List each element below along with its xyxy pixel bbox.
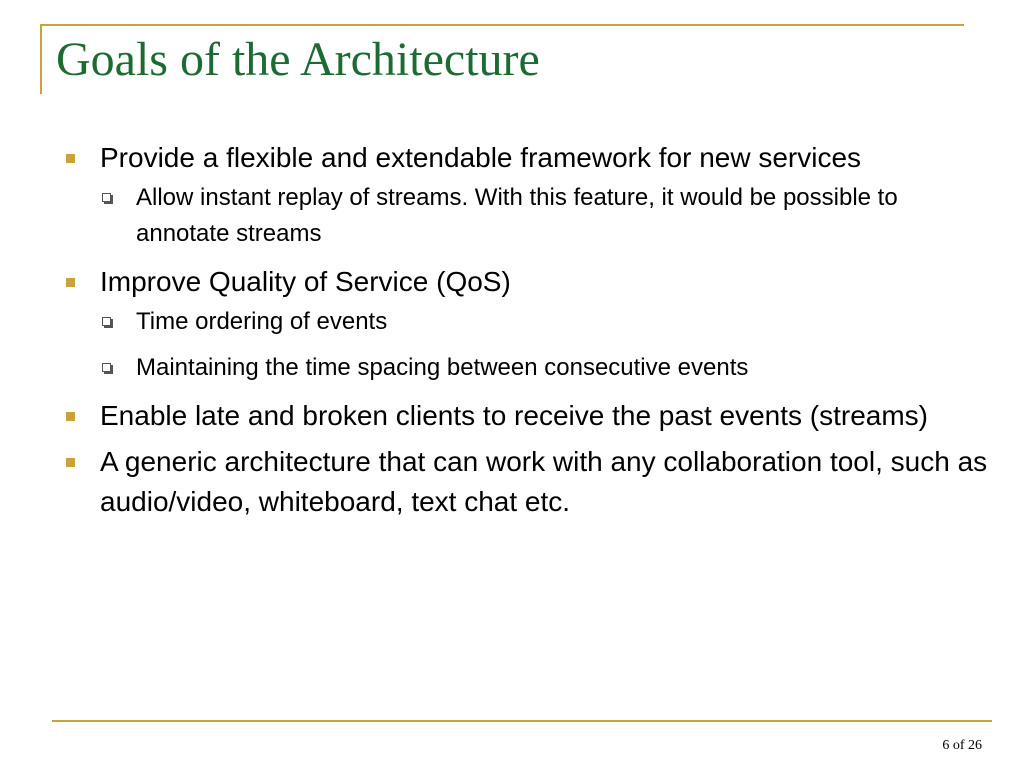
bullet-item (62, 396, 992, 436)
sub-bullet-list (100, 304, 992, 386)
sub-bullet-item (100, 180, 992, 252)
sub-bullet-list (100, 180, 992, 252)
bullet-item (62, 138, 992, 252)
square-bullet-icon (66, 278, 75, 287)
slide-content (62, 138, 992, 528)
hollow-square-bullet-icon (102, 317, 111, 326)
bullet-text: Provide a flexible and extendable framework for new services (100, 142, 862, 173)
square-bullet-icon (66, 412, 75, 421)
square-bullet-icon (66, 458, 75, 467)
bullet-item (62, 262, 992, 386)
sub-bullet-item (100, 350, 992, 386)
left-rule (40, 24, 42, 94)
top-rule (40, 24, 964, 26)
sub-bullet-item (100, 304, 992, 340)
slide-title: Goals of the Architecture (56, 33, 540, 86)
square-bullet-icon (66, 154, 75, 163)
sub-bullet-text: Allow instant replay of streams. With this feature, it would be possible to annotate streams (136, 184, 898, 247)
bullet-text: A generic architecture that can work with any collaboration tool, such as audio/video, whiteboard, text chat etc. (100, 446, 988, 517)
page-number: 6 of 26 (942, 738, 982, 753)
sub-bullet-text: Maintaining the time spacing between consecutive events (136, 354, 749, 381)
hollow-square-bullet-icon (102, 193, 111, 202)
hollow-square-bullet-icon (102, 363, 111, 372)
bottom-rule (52, 720, 992, 722)
sub-bullet-text: Time ordering of events (136, 308, 388, 335)
bullet-list (62, 138, 992, 522)
bullet-text: Enable late and broken clients to receive the past events (streams) (100, 400, 928, 431)
bullet-item (62, 442, 992, 522)
bullet-text: Improve Quality of Service (QoS) (100, 266, 511, 297)
